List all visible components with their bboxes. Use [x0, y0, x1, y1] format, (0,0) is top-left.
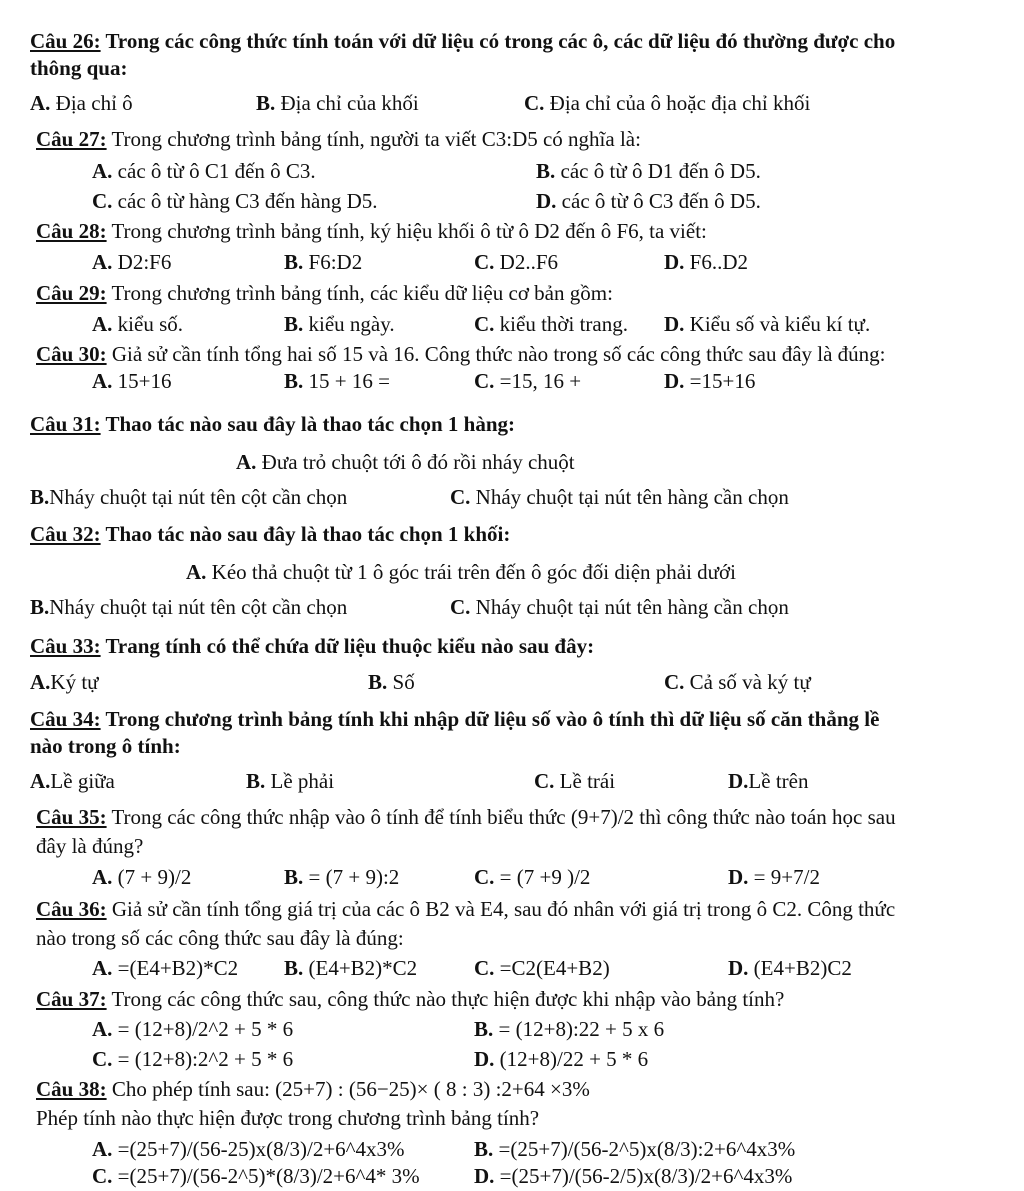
option-letter: D. [664, 250, 685, 274]
option-letter: B. [536, 159, 556, 183]
option-a [92, 1136, 405, 1162]
option-c [474, 368, 581, 394]
option-letter: A. [236, 450, 257, 474]
question-text: Giả sử cần tính tổng giá trị của các ô B2 và E4, sau đó nhân với giá trị trong ô C2. Công thức [106, 897, 896, 921]
question-38 [36, 1076, 590, 1102]
option-text: (E4+B2)C2 [748, 956, 852, 980]
option-c [474, 955, 610, 981]
option-text: = (7 +9 )/2 [494, 865, 591, 889]
option-letter: A. [92, 312, 113, 336]
option-text: Lề trái [554, 769, 616, 793]
option-text: =(25+7)/(56-2/5)x(8/3)/2+6^4x3% [494, 1164, 793, 1188]
option-letter: D. [664, 369, 685, 393]
question-label: Câu 33: [30, 634, 101, 658]
option-text: = 9+7/2 [748, 865, 820, 889]
question-36-cont: nào trong số các công thức sau đây là đúng: [36, 926, 404, 950]
question-32 [30, 521, 510, 547]
option-letter: C. [450, 485, 471, 509]
option-letter: D. [664, 312, 685, 336]
option-text: 15 + 16 = [303, 369, 390, 393]
option-text: =C2(E4+B2) [494, 956, 610, 980]
question-label: Câu 31: [30, 412, 101, 436]
question-text: Trong các công thức tính toán với dữ liệu có trong các ô, các dữ liệu đó thường được cho [100, 29, 896, 53]
question-label: Câu 29: [36, 281, 107, 305]
option-a [92, 368, 172, 394]
option-letter: A. [92, 1137, 113, 1161]
option-a [92, 1016, 293, 1042]
option-text: các ô từ ô C1 đến ô C3. [112, 159, 316, 183]
option-c [474, 864, 590, 890]
option-text: kiểu ngày. [303, 312, 395, 336]
option-text: các ô từ ô C3 đến ô D5. [556, 189, 761, 213]
question-text: Thao tác nào sau đây là thao tác chọn 1 hàng: [100, 412, 516, 436]
option-text: Địa chỉ ô [50, 91, 133, 115]
option-letter: C. [534, 769, 555, 793]
option-b [284, 955, 417, 981]
option-letter: B. [474, 1017, 494, 1041]
question-text: Trong chương trình bảng tính khi nhập dữ liệu số vào ô tính thì dữ liệu số căn thẳng lề [100, 707, 880, 731]
option-d [664, 249, 748, 275]
question-31 [30, 411, 515, 437]
option-letter: C. [474, 956, 495, 980]
option-text: = (7 + 9):2 [303, 865, 400, 889]
question-text: Thao tác nào sau đây là thao tác chọn 1 khối: [100, 522, 511, 546]
option-d [474, 1163, 792, 1189]
option-text: các ô từ hàng C3 đến hàng D5. [112, 189, 378, 213]
option-a [92, 311, 183, 337]
option-a [236, 449, 575, 475]
option-d [728, 768, 808, 794]
question-label: Câu 36: [36, 897, 107, 921]
option-letter: C. [92, 1164, 113, 1188]
question-label: Câu 26: [30, 29, 101, 53]
option-text: =(E4+B2)*C2 [112, 956, 239, 980]
question-label: Câu 35: [36, 805, 107, 829]
option-letter: D. [474, 1164, 495, 1188]
option-letter: B. [474, 1137, 494, 1161]
option-letter: C. [474, 865, 495, 889]
option-text: Nháy chuột tại nút tên hàng cần chọn [470, 485, 789, 509]
option-c [534, 768, 615, 794]
option-text: các ô từ ô D1 đến ô D5. [555, 159, 761, 183]
option-text: = (12+8):2^2 + 5 * 6 [112, 1047, 294, 1071]
option-letter: D. [474, 1047, 495, 1071]
option-letter: B. [284, 369, 304, 393]
option-text: Lề giữa [50, 769, 115, 793]
option-text: =(25+7)/(56-2^5)*(8/3)/2+6^4* 3% [112, 1164, 420, 1188]
option-text: Nháy chuột tại nút tên cột cần chọn [49, 485, 348, 509]
option-d [728, 955, 852, 981]
option-c [474, 311, 628, 337]
option-a [30, 669, 99, 695]
question-label: Câu 34: [30, 707, 101, 731]
option-letter: A. [30, 769, 51, 793]
option-b [30, 484, 347, 510]
option-text: Đưa trỏ chuột tới ô đó rồi nháy chuột [256, 450, 575, 474]
question-label: Câu 37: [36, 987, 107, 1011]
option-text: = (12+8)/2^2 + 5 * 6 [112, 1017, 294, 1041]
question-37 [36, 986, 784, 1012]
question-36 [36, 896, 895, 922]
option-text: kiểu số. [112, 312, 183, 336]
question-label: Câu 38: [36, 1077, 107, 1101]
option-letter: C. [474, 369, 495, 393]
option-text: Địa chỉ của khối [275, 91, 419, 115]
question-29 [36, 280, 613, 306]
option-d [474, 1046, 648, 1072]
option-letter: B. [284, 865, 304, 889]
question-text: Trong các công thức nhập vào ô tính để tính biểu thức (9+7)/2 thì công thức nào toán học sau [106, 805, 896, 829]
option-c [92, 1046, 293, 1072]
question-label: Câu 28: [36, 219, 107, 243]
option-b [536, 158, 761, 184]
option-text: (E4+B2)*C2 [303, 956, 418, 980]
question-34-cont: nào trong ô tính: [30, 734, 181, 758]
option-letter: C. [450, 595, 471, 619]
question-text: Cho phép tính sau: (25+7) : (56−25)× ( 8 : 3) :2+64 ×3% [106, 1077, 590, 1101]
option-text: Ký tự [50, 670, 99, 694]
question-34 [30, 706, 879, 732]
option-text: Kéo thả chuột từ 1 ô góc trái trên đến ô góc đối diện phải dưới [206, 560, 736, 584]
question-text: Trong các công thức sau, công thức nào thực hiện được khi nhập vào bảng tính? [106, 987, 785, 1011]
option-b [284, 311, 395, 337]
option-letter: A. [92, 1017, 113, 1041]
question-text: Trong chương trình bảng tính, ký hiệu khối ô từ ô D2 đến ô F6, ta viết: [106, 219, 707, 243]
option-a [92, 158, 316, 184]
option-c [450, 594, 789, 620]
option-text: (12+8)/22 + 5 * 6 [494, 1047, 649, 1071]
option-letter: A. [92, 369, 113, 393]
option-text: Nháy chuột tại nút tên cột cần chọn [49, 595, 348, 619]
question-38-cont: Phép tính nào thực hiện được trong chương trình bảng tính? [36, 1106, 540, 1130]
option-text: kiểu thời trang. [494, 312, 628, 336]
option-letter: C. [92, 1047, 113, 1071]
question-label: Câu 32: [30, 522, 101, 546]
question-30 [36, 341, 886, 367]
option-letter: C. [664, 670, 685, 694]
option-text: D2..F6 [494, 250, 559, 274]
question-label: Câu 27: [36, 127, 107, 151]
option-b [30, 594, 347, 620]
question-text: Trang tính có thể chứa dữ liệu thuộc kiểu nào sau đây: [100, 634, 595, 658]
option-text: Kiểu số và kiểu kí tự. [684, 312, 871, 336]
question-27 [36, 126, 641, 152]
option-letter: A. [92, 159, 113, 183]
question-label: Câu 30: [36, 342, 107, 366]
option-letter: B. [284, 956, 304, 980]
question-33 [30, 633, 594, 659]
option-b [284, 368, 390, 394]
option-letter: B. [30, 485, 50, 509]
option-letter: B. [284, 312, 304, 336]
option-b [474, 1136, 795, 1162]
option-text: =15, 16 + [494, 369, 582, 393]
option-b [284, 864, 399, 890]
option-text: Cả số và ký tự [684, 670, 811, 694]
option-text: 15+16 [112, 369, 172, 393]
option-letter: B. [284, 250, 304, 274]
option-text: =15+16 [684, 369, 756, 393]
option-letter: B. [256, 91, 276, 115]
option-c [92, 1163, 420, 1189]
question-26-cont: thông qua: [30, 56, 128, 80]
option-b [368, 669, 415, 695]
option-text: =(25+7)/(56-2^5)x(8/3):2+6^4x3% [493, 1137, 796, 1161]
option-b [256, 90, 419, 116]
question-text: Giả sử cần tính tổng hai số 15 và 16. Công thức nào trong số các công thức sau đây là đúng: [106, 342, 886, 366]
option-b [246, 768, 334, 794]
option-letter: C. [474, 250, 495, 274]
option-a [30, 90, 133, 116]
option-text: Số [387, 670, 415, 694]
option-letter: C. [524, 91, 545, 115]
option-text: D2:F6 [112, 250, 172, 274]
option-letter: A. [30, 670, 51, 694]
option-c [474, 249, 558, 275]
question-text: Trong chương trình bảng tính, các kiểu dữ liệu cơ bản gồm: [106, 281, 613, 305]
option-letter: A. [92, 865, 113, 889]
option-letter: D. [536, 189, 557, 213]
option-letter: C. [474, 312, 495, 336]
option-d [664, 311, 870, 337]
question-text: Trong chương trình bảng tính, người ta viết C3:D5 có nghĩa là: [106, 127, 641, 151]
option-text: Địa chỉ của ô hoặc địa chỉ khối [544, 91, 811, 115]
option-letter: D. [728, 865, 749, 889]
option-b [284, 249, 362, 275]
option-c [524, 90, 810, 116]
option-a [30, 768, 115, 794]
option-a [92, 864, 191, 890]
option-text: (7 + 9)/2 [112, 865, 192, 889]
option-c [92, 188, 378, 214]
option-a [92, 955, 238, 981]
option-d [664, 368, 755, 394]
option-c [450, 484, 789, 510]
option-text: =(25+7)/(56-25)x(8/3)/2+6^4x3% [112, 1137, 405, 1161]
option-letter: B. [30, 595, 50, 619]
option-c [664, 669, 811, 695]
option-letter: B. [368, 670, 388, 694]
question-35-cont: đây là đúng? [36, 834, 144, 858]
option-letter: B. [246, 769, 266, 793]
option-text: = (12+8):22 + 5 x 6 [493, 1017, 665, 1041]
option-text: Nháy chuột tại nút tên hàng cần chọn [470, 595, 789, 619]
option-letter: C. [92, 189, 113, 213]
option-letter: A. [92, 956, 113, 980]
option-letter: A. [30, 91, 51, 115]
option-letter: A. [186, 560, 207, 584]
option-text: F6..D2 [684, 250, 749, 274]
option-letter: A. [92, 250, 113, 274]
option-a [186, 559, 736, 585]
option-a [92, 249, 171, 275]
option-b [474, 1016, 664, 1042]
option-text: Lề trên [748, 769, 809, 793]
option-d [728, 864, 820, 890]
option-d [536, 188, 761, 214]
option-letter: D. [728, 769, 749, 793]
option-letter: D. [728, 956, 749, 980]
question-35 [36, 804, 896, 830]
question-28 [36, 218, 707, 244]
option-text: F6:D2 [303, 250, 363, 274]
option-text: Lề phải [265, 769, 335, 793]
question-26 [30, 28, 895, 54]
